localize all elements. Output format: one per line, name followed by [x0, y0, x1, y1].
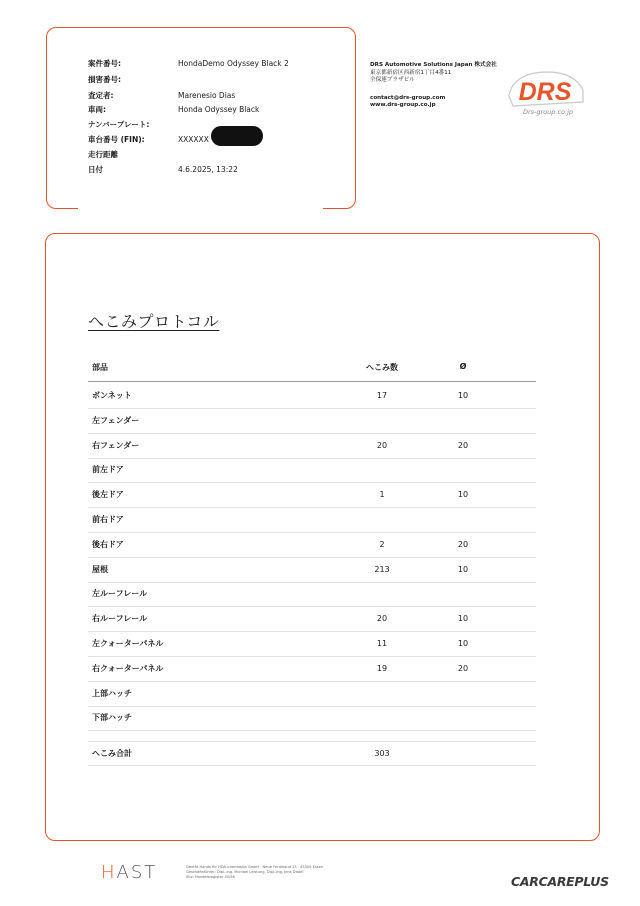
footer-line-2: Geschäftsführer: Dipl.-Ing. Michael Leistung, Dipl.-Ing. Jens Dissel — [186, 870, 304, 874]
cell-diameter: 20 — [457, 663, 469, 673]
cell-diameter: 10 — [457, 490, 469, 500]
table-row — [88, 558, 536, 583]
logo-text: DRS — [518, 78, 572, 106]
cell-dent-count: 20 — [376, 440, 388, 450]
company-address-1: 東京都新宿区西新宿1丁目4番11 — [370, 69, 452, 76]
total-row — [88, 741, 536, 766]
table-row — [88, 458, 536, 483]
table-row — [88, 384, 536, 409]
cell-part: 後右ドア — [92, 539, 124, 549]
cell-part: 前左ドア — [92, 465, 124, 475]
cell-part: 右ルーフレール — [92, 614, 148, 624]
footer-legal — [186, 865, 356, 880]
cell-part: 上部ハッチ — [92, 688, 132, 698]
cell-dent-count: 20 — [376, 614, 388, 624]
cell-diameter: 10 — [457, 639, 469, 648]
cell-dent-count: 17 — [376, 391, 388, 400]
header-part: 部品 — [92, 363, 108, 372]
info-value: HondaDemo Odyssey Black 2 — [178, 59, 289, 68]
hast-logo — [101, 862, 157, 883]
info-value: XXXXXX — [178, 135, 209, 144]
cell-dent-count: 11 — [376, 639, 388, 648]
footer-line-3: Sitz: Handelsregister 45/56 — [186, 875, 235, 879]
document-title: へこみプロトコル — [88, 312, 220, 331]
table-row — [88, 632, 536, 657]
info-label: ナンバープレート: — [88, 120, 150, 129]
table-row — [88, 508, 536, 533]
table-row — [88, 657, 536, 682]
cell-part: 屋根 — [92, 564, 108, 574]
table-header — [88, 362, 536, 382]
table-row — [88, 483, 536, 508]
cell-part: 後左ドア — [92, 490, 124, 500]
cell-diameter: 20 — [457, 440, 469, 450]
table-row — [88, 434, 536, 459]
info-label: 車台番号 (FIN): — [88, 135, 145, 144]
header-diameter: Ø — [459, 362, 467, 371]
info-value: 4.6.2025, 13:22 — [178, 165, 238, 174]
cell-part: 左ルーフレール — [92, 589, 148, 599]
cell-part: 左クォーターパネル — [92, 639, 164, 648]
total-value: 303 — [374, 749, 390, 758]
info-value: Marenesio Dias — [178, 91, 236, 100]
table-row — [88, 607, 536, 632]
carcareplus-watermark: CARCAREPLUS — [511, 874, 609, 889]
cell-part: 右フェンダー — [92, 440, 140, 450]
info-label: 損害番号: — [88, 75, 121, 84]
company-email: contact@drs-group.com — [370, 94, 446, 101]
logo-tagline: Drs-group.co.jp — [522, 108, 574, 116]
table-row — [88, 533, 536, 558]
footer-line-1: Dentfit Hands für HDA-intermedia GmbH · Neue Ferdinand 15 · 45309 Essen — [186, 865, 324, 869]
info-label: 査定者: — [88, 91, 114, 100]
cell-part: 前右ドア — [92, 515, 124, 524]
hast-logo-rest: AST — [116, 862, 158, 883]
info-value: Honda Odyssey Black — [178, 105, 260, 114]
header-dent-count: へこみ数 — [366, 363, 398, 372]
cell-dent-count: 213 — [374, 564, 390, 574]
info-label: 日付 — [88, 165, 103, 174]
cell-diameter: 10 — [457, 391, 469, 400]
info-label: 案件番号: — [88, 59, 121, 68]
cell-dent-count: 19 — [376, 663, 388, 673]
hast-logo-initial: H — [101, 862, 117, 883]
table-row — [88, 409, 536, 434]
table-row — [88, 682, 536, 707]
company-address-2: 全保連ブラザビル — [370, 77, 415, 83]
table-row — [88, 706, 536, 731]
cell-part: ボンネット — [92, 391, 132, 400]
cell-part: 右クォーターパネル — [92, 663, 164, 673]
table-row — [88, 582, 536, 607]
total-label: へこみ合計 — [92, 749, 132, 758]
cell-diameter: 20 — [457, 539, 469, 549]
info-label: 走行距離 — [88, 150, 118, 159]
company-contact-block — [370, 62, 510, 110]
company-name: DRS Automotive Solutions Japan 株式会社 — [370, 62, 497, 68]
company-website: www.drs-group.co.jp — [370, 102, 436, 108]
cell-dent-count: 1 — [379, 490, 385, 500]
cell-dent-count: 2 — [379, 539, 385, 549]
cell-part: 左フェンダー — [92, 415, 140, 425]
info-label: 車両: — [88, 105, 106, 114]
cell-diameter: 10 — [457, 614, 469, 624]
redacted-field — [211, 126, 263, 146]
cell-part: 下部ハッチ — [92, 713, 132, 723]
cell-diameter: 10 — [457, 564, 469, 574]
